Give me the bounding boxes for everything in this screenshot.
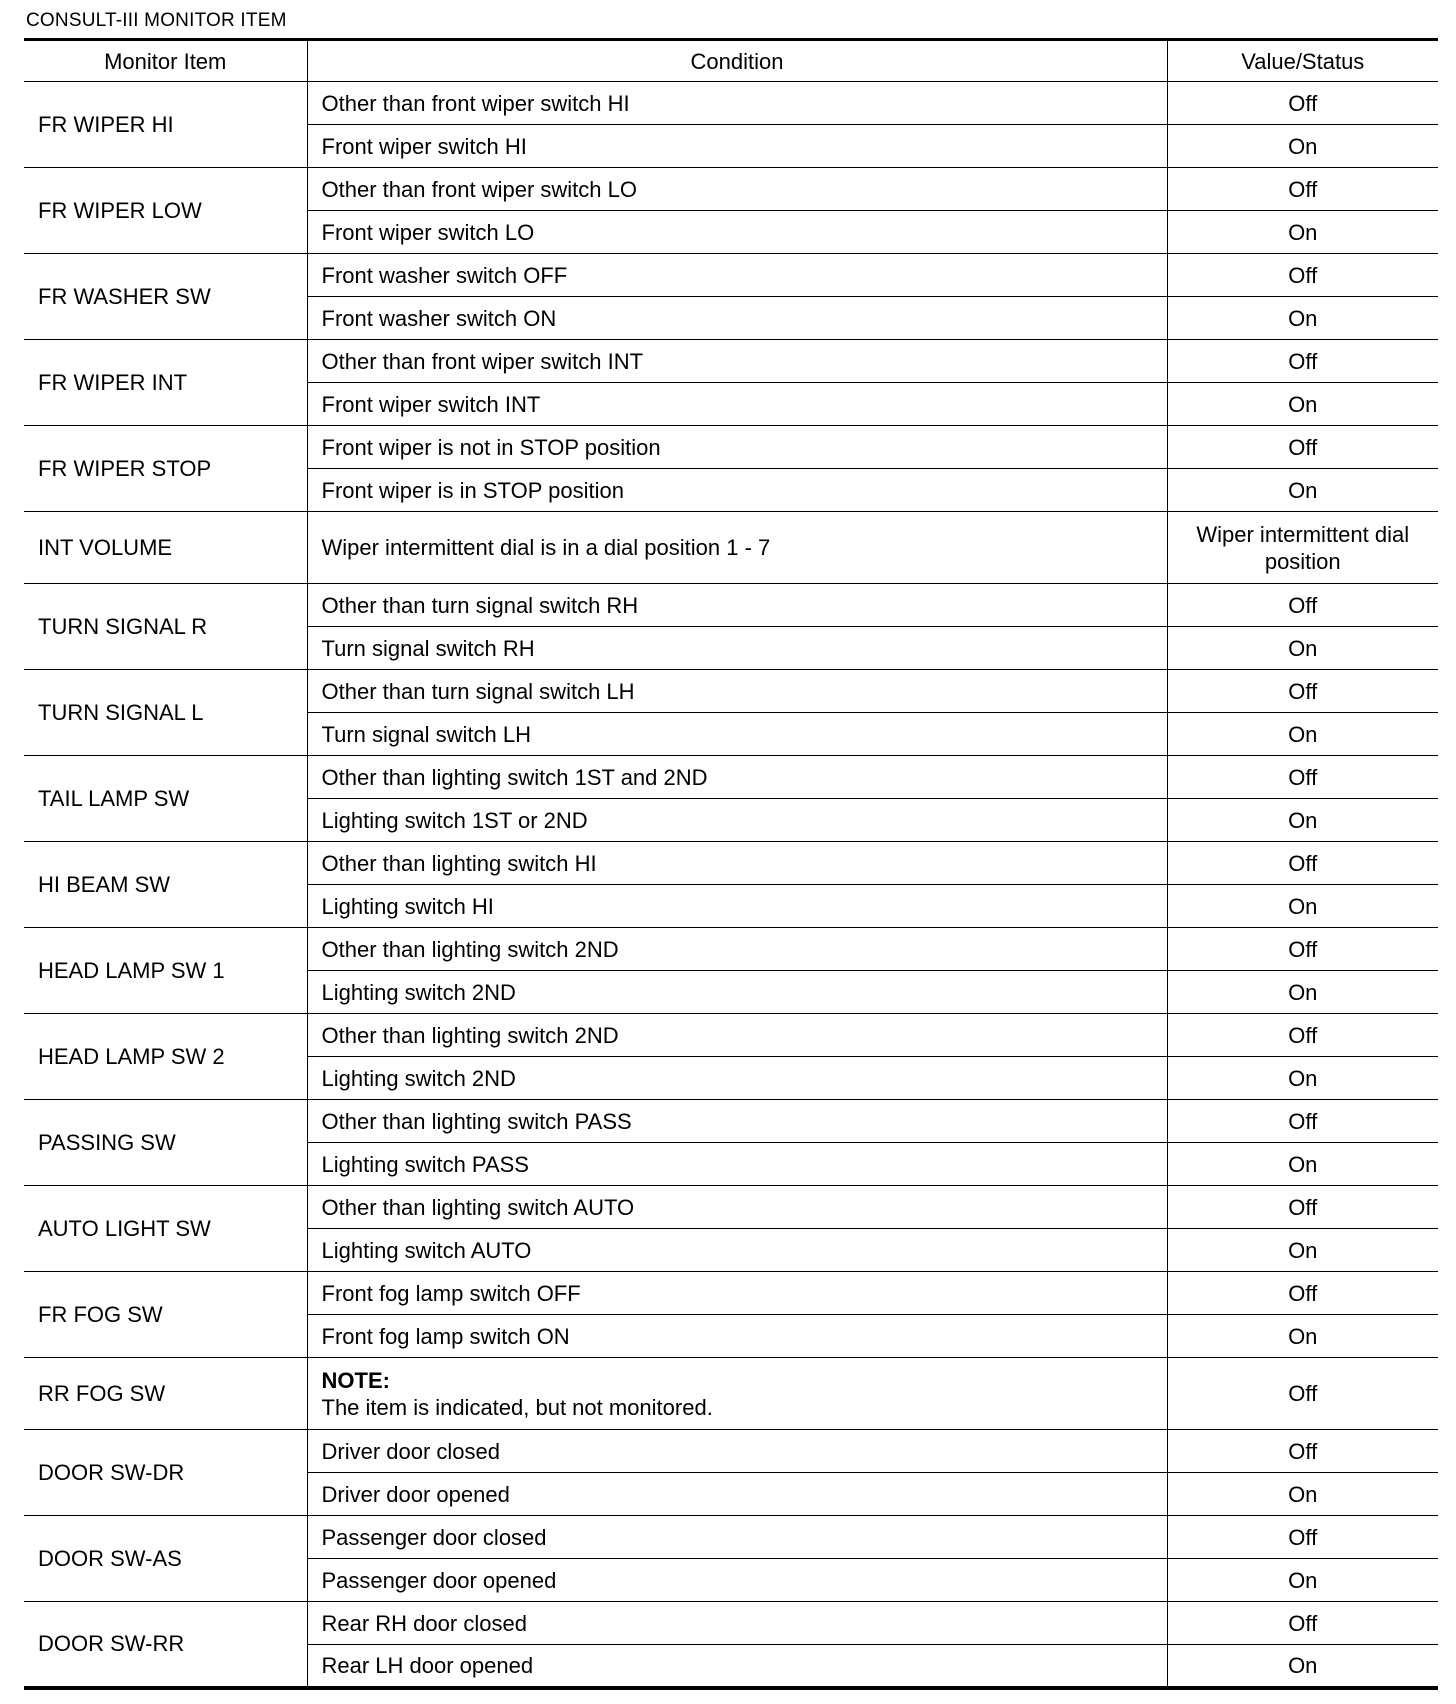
condition-cell: Other than lighting switch 2ND xyxy=(307,1014,1167,1057)
value-status-cell: Off xyxy=(1167,1358,1438,1430)
condition-cell: Front washer switch OFF xyxy=(307,254,1167,297)
value-status-cell: Off xyxy=(1167,584,1438,627)
value-status-cell: On xyxy=(1167,211,1438,254)
table-row xyxy=(24,1014,1438,1057)
table-row xyxy=(24,670,1438,713)
value-status-cell: Wiper intermittent dial position xyxy=(1167,512,1438,584)
value-status-cell: Off xyxy=(1167,1602,1438,1645)
value-status-cell: On xyxy=(1167,1143,1438,1186)
table-row xyxy=(24,512,1438,584)
condition-cell: Turn signal switch LH xyxy=(307,713,1167,756)
value-status-cell: On xyxy=(1167,297,1438,340)
monitor-item-cell: FR WIPER STOP xyxy=(24,426,307,512)
condition-cell xyxy=(307,1358,1167,1430)
condition-cell: Other than front wiper switch HI xyxy=(307,82,1167,125)
condition-cell: Lighting switch 2ND xyxy=(307,971,1167,1014)
value-status-cell: On xyxy=(1167,383,1438,426)
table-row xyxy=(24,82,1438,125)
monitor-item-cell: FR WIPER LOW xyxy=(24,168,307,254)
condition-cell: Rear RH door closed xyxy=(307,1602,1167,1645)
note-label: NOTE: xyxy=(321,1367,390,1393)
value-status-cell: On xyxy=(1167,469,1438,512)
condition-cell: Lighting switch AUTO xyxy=(307,1229,1167,1272)
table-row xyxy=(24,756,1438,799)
header-value-status: Value/Status xyxy=(1167,40,1438,82)
table-row xyxy=(24,1186,1438,1229)
condition-cell: Passenger door closed xyxy=(307,1516,1167,1559)
monitor-item-cell: FR WIPER HI xyxy=(24,82,307,168)
note-text: The item is indicated, but not monitored. xyxy=(321,1394,713,1420)
condition-cell: Other than lighting switch HI xyxy=(307,842,1167,885)
condition-cell: Other than turn signal switch RH xyxy=(307,584,1167,627)
monitor-item-cell: HEAD LAMP SW 2 xyxy=(24,1014,307,1100)
header-monitor-item: Monitor Item xyxy=(24,40,307,82)
value-status-cell: Off xyxy=(1167,1014,1438,1057)
monitor-item-cell: AUTO LIGHT SW xyxy=(24,1186,307,1272)
condition-cell: Lighting switch HI xyxy=(307,885,1167,928)
condition-cell: Other than turn signal switch LH xyxy=(307,670,1167,713)
condition-cell: Driver door closed xyxy=(307,1430,1167,1473)
condition-cell: Other than lighting switch PASS xyxy=(307,1100,1167,1143)
value-status-cell: On xyxy=(1167,1315,1438,1358)
monitor-item-cell: FR FOG SW xyxy=(24,1272,307,1358)
monitor-item-cell: DOOR SW-AS xyxy=(24,1516,307,1602)
monitor-item-cell: FR WASHER SW xyxy=(24,254,307,340)
condition-cell: Rear LH door opened xyxy=(307,1645,1167,1688)
condition-cell: Front fog lamp switch ON xyxy=(307,1315,1167,1358)
value-status-cell: On xyxy=(1167,799,1438,842)
value-status-cell: On xyxy=(1167,1229,1438,1272)
table-row xyxy=(24,426,1438,469)
condition-cell: Front wiper switch LO xyxy=(307,211,1167,254)
table-row xyxy=(24,928,1438,971)
condition-cell: Other than front wiper switch INT xyxy=(307,340,1167,383)
condition-cell: Other than lighting switch 1ST and 2ND xyxy=(307,756,1167,799)
monitor-item-cell: RR FOG SW xyxy=(24,1358,307,1430)
monitor-item-cell: DOOR SW-DR xyxy=(24,1430,307,1516)
table-header-row xyxy=(24,40,1438,82)
value-status-cell: Off xyxy=(1167,842,1438,885)
header-condition: Condition xyxy=(307,40,1167,82)
value-status-cell: Off xyxy=(1167,756,1438,799)
condition-cell: Turn signal switch RH xyxy=(307,627,1167,670)
value-status-cell: Off xyxy=(1167,1430,1438,1473)
table-row xyxy=(24,842,1438,885)
condition-cell: Driver door opened xyxy=(307,1473,1167,1516)
value-status-cell: On xyxy=(1167,627,1438,670)
value-status-cell: Off xyxy=(1167,928,1438,971)
condition-cell: Front wiper is in STOP position xyxy=(307,469,1167,512)
value-status-cell: On xyxy=(1167,971,1438,1014)
condition-cell: Passenger door opened xyxy=(307,1559,1167,1602)
condition-cell: Front fog lamp switch OFF xyxy=(307,1272,1167,1315)
condition-cell: Front washer switch ON xyxy=(307,297,1167,340)
condition-cell: Wiper intermittent dial is in a dial position 1 - 7 xyxy=(307,512,1167,584)
table-row xyxy=(24,1272,1438,1315)
value-status-cell: Off xyxy=(1167,82,1438,125)
table-row xyxy=(24,254,1438,297)
table-body xyxy=(24,82,1438,1688)
condition-cell: Front wiper switch HI xyxy=(307,125,1167,168)
condition-cell: Front wiper switch INT xyxy=(307,383,1167,426)
value-status-cell: Off xyxy=(1167,1272,1438,1315)
page-title: CONSULT-III MONITOR ITEM xyxy=(26,10,287,31)
value-status-cell: Off xyxy=(1167,254,1438,297)
monitor-item-cell: FR WIPER INT xyxy=(24,340,307,426)
condition-cell: Front wiper is not in STOP position xyxy=(307,426,1167,469)
value-status-cell: Off xyxy=(1167,426,1438,469)
table-row xyxy=(24,1602,1438,1645)
monitor-item-cell: HEAD LAMP SW 1 xyxy=(24,928,307,1014)
monitor-item-cell: PASSING SW xyxy=(24,1100,307,1186)
table-row xyxy=(24,168,1438,211)
monitor-item-cell: INT VOLUME xyxy=(24,512,307,584)
value-status-cell: On xyxy=(1167,125,1438,168)
table-row xyxy=(24,1516,1438,1559)
value-status-cell: On xyxy=(1167,1057,1438,1100)
table-row xyxy=(24,1100,1438,1143)
value-status-cell: On xyxy=(1167,1559,1438,1602)
value-status-cell: Off xyxy=(1167,1186,1438,1229)
value-status-cell: Off xyxy=(1167,1100,1438,1143)
monitor-item-table xyxy=(24,38,1438,1690)
monitor-item-cell: HI BEAM SW xyxy=(24,842,307,928)
value-status-cell: On xyxy=(1167,1645,1438,1688)
table-row xyxy=(24,584,1438,627)
condition-cell: Lighting switch PASS xyxy=(307,1143,1167,1186)
table-row xyxy=(24,1358,1438,1430)
value-status-cell: Off xyxy=(1167,670,1438,713)
value-status-cell: On xyxy=(1167,1473,1438,1516)
value-status-cell: Off xyxy=(1167,1516,1438,1559)
monitor-item-cell: TURN SIGNAL R xyxy=(24,584,307,670)
condition-cell: Other than lighting switch AUTO xyxy=(307,1186,1167,1229)
monitor-item-cell: TURN SIGNAL L xyxy=(24,670,307,756)
value-status-cell: Off xyxy=(1167,168,1438,211)
monitor-item-cell: TAIL LAMP SW xyxy=(24,756,307,842)
condition-cell: Other than front wiper switch LO xyxy=(307,168,1167,211)
condition-cell: Other than lighting switch 2ND xyxy=(307,928,1167,971)
value-status-cell: Off xyxy=(1167,340,1438,383)
value-status-cell: On xyxy=(1167,713,1438,756)
monitor-item-cell: DOOR SW-RR xyxy=(24,1602,307,1688)
table-row xyxy=(24,340,1438,383)
table-row xyxy=(24,1430,1438,1473)
value-status-cell: On xyxy=(1167,885,1438,928)
condition-cell: Lighting switch 2ND xyxy=(307,1057,1167,1100)
condition-cell: Lighting switch 1ST or 2ND xyxy=(307,799,1167,842)
